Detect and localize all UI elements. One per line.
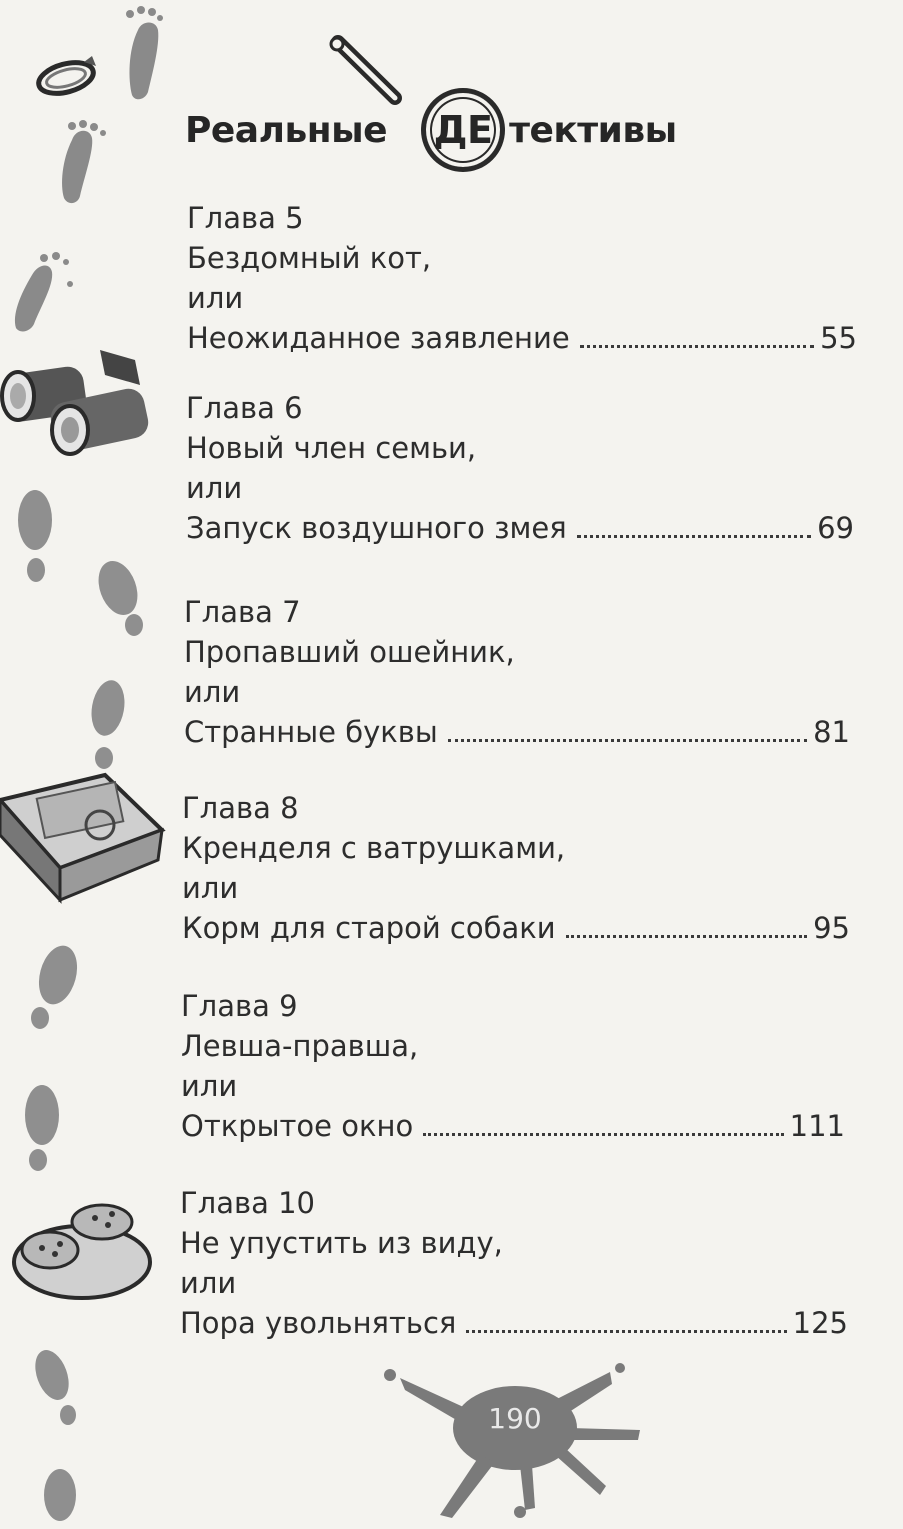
chapter-connector: или xyxy=(180,1266,237,1300)
series-title-part-2: тективы xyxy=(509,109,677,151)
dot-leader xyxy=(448,739,807,742)
page-ref: 125 xyxy=(792,1306,848,1340)
chapter-title: Пропавший ошейник, xyxy=(184,635,515,669)
chapter-subtitle-row xyxy=(182,908,850,948)
page-ref: 111 xyxy=(789,1109,845,1143)
series-title-part-1: Реальные xyxy=(185,109,388,151)
chapter-subtitle: Открытое окно xyxy=(181,1109,414,1143)
page-ref: 55 xyxy=(820,321,857,355)
toc-entry xyxy=(182,788,850,948)
shoeprint-icon xyxy=(18,490,144,1521)
book-icon xyxy=(0,775,162,900)
chapter-subtitle: Запуск воздушного змея xyxy=(186,511,567,545)
chapter-title: Бездомный кот, xyxy=(187,241,432,275)
ink-splat-icon xyxy=(384,1363,640,1518)
chapter-label: Глава 7 xyxy=(184,595,301,629)
series-title-lens-text: ДЕ xyxy=(433,108,493,152)
chapter-connector: или xyxy=(184,675,241,709)
page-ref: 95 xyxy=(813,911,850,945)
toc-entry xyxy=(187,198,857,358)
chapter-subtitle-row xyxy=(184,712,850,752)
chapter-subtitle-row xyxy=(181,1106,845,1146)
page-ref: 69 xyxy=(817,511,854,545)
toc-entry xyxy=(180,1183,848,1343)
ring-icon xyxy=(35,56,96,99)
chapter-title: Кренделя с ватрушками, xyxy=(182,831,566,865)
toc-entry xyxy=(184,592,850,752)
chapter-connector: или xyxy=(181,1069,238,1103)
chapter-subtitle: Странные буквы xyxy=(184,715,438,749)
chapter-connector: или xyxy=(182,871,239,905)
chapter-title: Не упустить из виду, xyxy=(180,1226,503,1260)
chapter-subtitle: Корм для старой собаки xyxy=(182,911,556,945)
footprint-icon xyxy=(15,6,163,331)
page-ref: 81 xyxy=(813,715,850,749)
chapter-connector: или xyxy=(186,471,243,505)
series-title xyxy=(185,88,677,172)
binoculars-icon xyxy=(2,350,151,454)
cookies-icon xyxy=(14,1205,150,1298)
dot-leader xyxy=(466,1330,786,1333)
chapter-title: Левша-правша, xyxy=(181,1029,419,1063)
toc-entry xyxy=(181,986,845,1146)
chapter-label: Глава 6 xyxy=(186,391,303,425)
chapter-title: Новый член семьи, xyxy=(186,431,477,465)
chapter-subtitle-row xyxy=(186,508,854,548)
chapter-connector: или xyxy=(187,281,244,315)
dot-leader xyxy=(423,1133,783,1136)
chapter-subtitle: Неожиданное заявление xyxy=(187,321,570,355)
chapter-subtitle-row xyxy=(187,318,857,358)
chapter-subtitle: Пора увольняться xyxy=(180,1306,457,1340)
dot-leader xyxy=(580,345,814,348)
chapter-label: Глава 10 xyxy=(180,1186,315,1220)
dot-leader xyxy=(577,535,811,538)
chapter-label: Глава 9 xyxy=(181,989,298,1023)
toc-entry xyxy=(186,388,854,548)
chapter-label: Глава 8 xyxy=(182,791,299,825)
chapter-label: Глава 5 xyxy=(187,201,304,235)
magnifier-lens xyxy=(421,88,505,172)
chapter-subtitle-row xyxy=(180,1303,848,1343)
page-number: 190 xyxy=(488,1402,542,1435)
dot-leader xyxy=(566,935,807,938)
